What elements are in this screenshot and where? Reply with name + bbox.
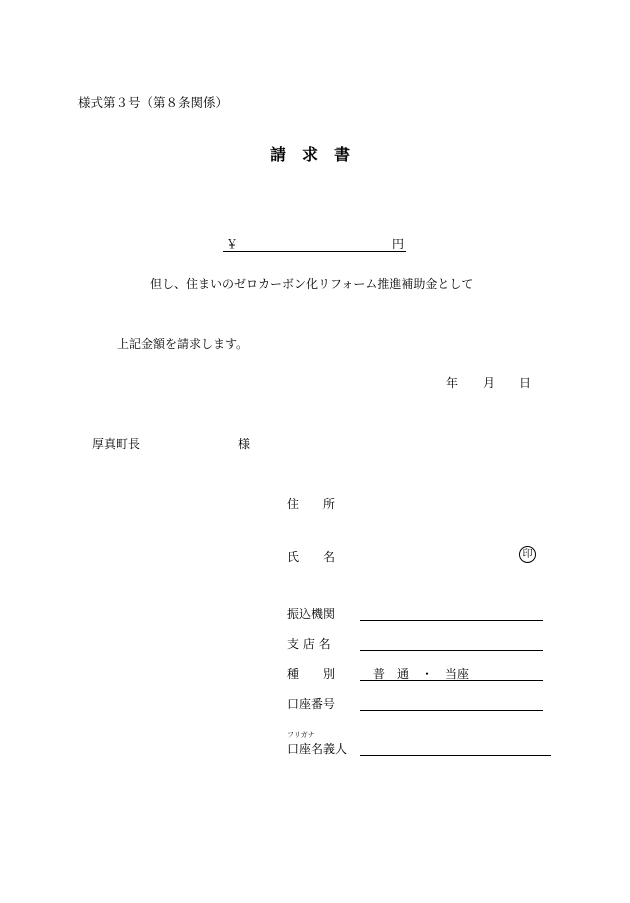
account-holder-label: 口座名義人 [287,742,348,756]
addressee-name: 厚真町長 [92,437,141,451]
document-title: 請 求 書 [270,145,351,164]
addressee-honorific: 様 [238,437,251,451]
seal-stamp-icon: 印 [519,546,536,563]
account-number-blank-line [360,710,543,711]
account-number-label: 口座番号 [287,697,336,711]
bank-institution-label: 振込機関 [287,607,336,621]
bank-institution-blank-line [360,620,543,621]
branch-name-label: 支 店 名 [287,637,331,651]
branch-name-blank-line [360,650,543,651]
account-holder-blank-line [360,755,551,756]
date-day-label: 日 [519,376,532,390]
name-label: 氏 名 [287,550,336,564]
form-number: 様式第３号（第８条関係） [78,95,229,110]
purpose-text: 但し、住まいのゼロカーボン化リフォーム推進補助金として [150,277,474,291]
yen-unit: 円 [392,237,405,251]
date-month-label: 月 [483,376,496,390]
furigana-label: フリガナ [287,731,315,739]
amount-blank-line [223,251,406,252]
request-statement: 上記金額を請求します。 [117,337,249,351]
yen-symbol: ￥ [226,237,239,251]
account-type-blank-line [360,680,543,681]
account-type-options: 普 通 ・ 当座 [373,667,470,681]
address-label: 住 所 [287,497,336,511]
date-year-label: 年 [446,376,459,390]
account-type-label: 種 別 [287,667,336,681]
